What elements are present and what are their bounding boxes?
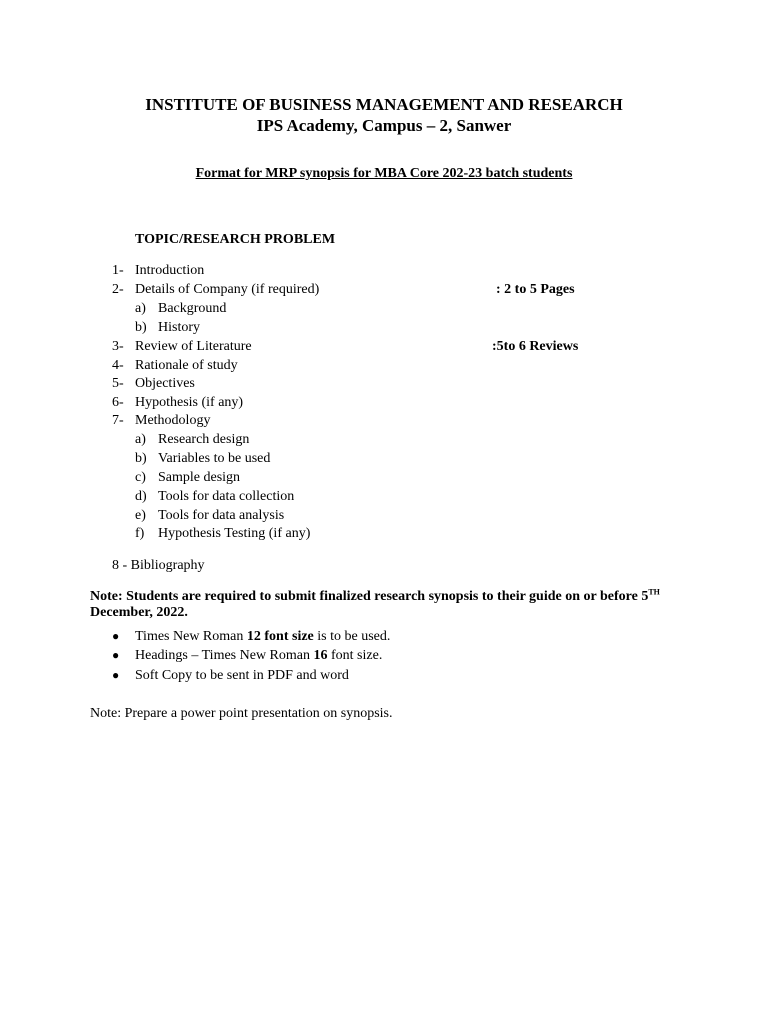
sub-item-letter: c) xyxy=(135,470,146,485)
list-number: 6- xyxy=(112,395,124,410)
list-item: Objectives xyxy=(135,376,195,391)
list-item: Introduction xyxy=(135,263,205,278)
list-item: Details of Company (if required) xyxy=(135,282,320,297)
ordinal-suffix: TH xyxy=(648,587,660,597)
sub-item: Hypothesis Testing (if any) xyxy=(158,526,311,541)
submission-note xyxy=(90,587,660,604)
sub-item-letter: a) xyxy=(135,432,146,447)
list-item: Rationale of study xyxy=(135,358,238,373)
list-item: Hypothesis (if any) xyxy=(135,395,244,410)
sub-item: Variables to be used xyxy=(158,451,271,466)
bullet-emphasis: 16 xyxy=(313,648,328,663)
page-requirement: : 2 to 5 Pages xyxy=(496,282,575,297)
bullet-item xyxy=(135,649,382,663)
bullet-text: Headings – Times New Roman xyxy=(135,648,314,663)
campus-title: IPS Academy, Campus – 2, Sanwer xyxy=(256,116,512,135)
sub-item: Research design xyxy=(158,432,250,447)
document-subtitle: Format for MRP synopsis for MBA Core 202-23 batch students xyxy=(195,166,573,181)
sub-item: Background xyxy=(158,301,227,316)
list-item-bibliography: 8 - Bibliography xyxy=(112,558,205,573)
bullet-item xyxy=(135,630,390,644)
list-number: 4- xyxy=(112,358,124,373)
institute-title: INSTITUTE OF BUSINESS MANAGEMENT AND RESEARCH xyxy=(145,95,623,114)
sub-item: Tools for data analysis xyxy=(158,508,285,523)
bullet-icon: ● xyxy=(112,629,120,643)
list-item: Methodology xyxy=(135,413,211,428)
list-number: 2- xyxy=(112,282,124,297)
sub-item-letter: b) xyxy=(135,451,147,466)
sub-item-letter: d) xyxy=(135,489,147,504)
sub-item: History xyxy=(158,320,200,335)
sub-item-letter: f) xyxy=(135,526,145,541)
list-number: 5- xyxy=(112,376,124,391)
sub-item-letter: b) xyxy=(135,320,147,335)
bullet-emphasis: 12 font size xyxy=(246,629,314,644)
bullet-icon: ● xyxy=(112,668,120,682)
bullet-item: Soft Copy to be sent in PDF and word xyxy=(135,668,349,683)
list-number: 7- xyxy=(112,413,124,428)
presentation-note: Note: Prepare a power point presentation on synopsis. xyxy=(90,706,393,721)
bullet-text: Times New Roman xyxy=(135,629,247,644)
list-item: Review of Literature xyxy=(135,339,252,354)
topic-heading: TOPIC/RESEARCH PROBLEM xyxy=(135,232,336,247)
list-number: 1- xyxy=(112,263,124,278)
sub-item: Sample design xyxy=(158,470,241,485)
review-requirement: :5to 6 Reviews xyxy=(492,339,579,354)
bullet-text: is to be used. xyxy=(313,629,391,644)
list-number: 3- xyxy=(112,339,124,354)
bullet-text: font size. xyxy=(327,648,383,663)
sub-item-letter: e) xyxy=(135,508,146,523)
sub-item: Tools for data collection xyxy=(158,489,295,504)
submission-date: December, 2022. xyxy=(90,605,188,620)
sub-item-letter: a) xyxy=(135,301,146,316)
bullet-icon: ● xyxy=(112,648,120,662)
submission-note-text: Note: Students are required to submit finalized research synopsis to their guide on or before 5 xyxy=(90,589,649,604)
